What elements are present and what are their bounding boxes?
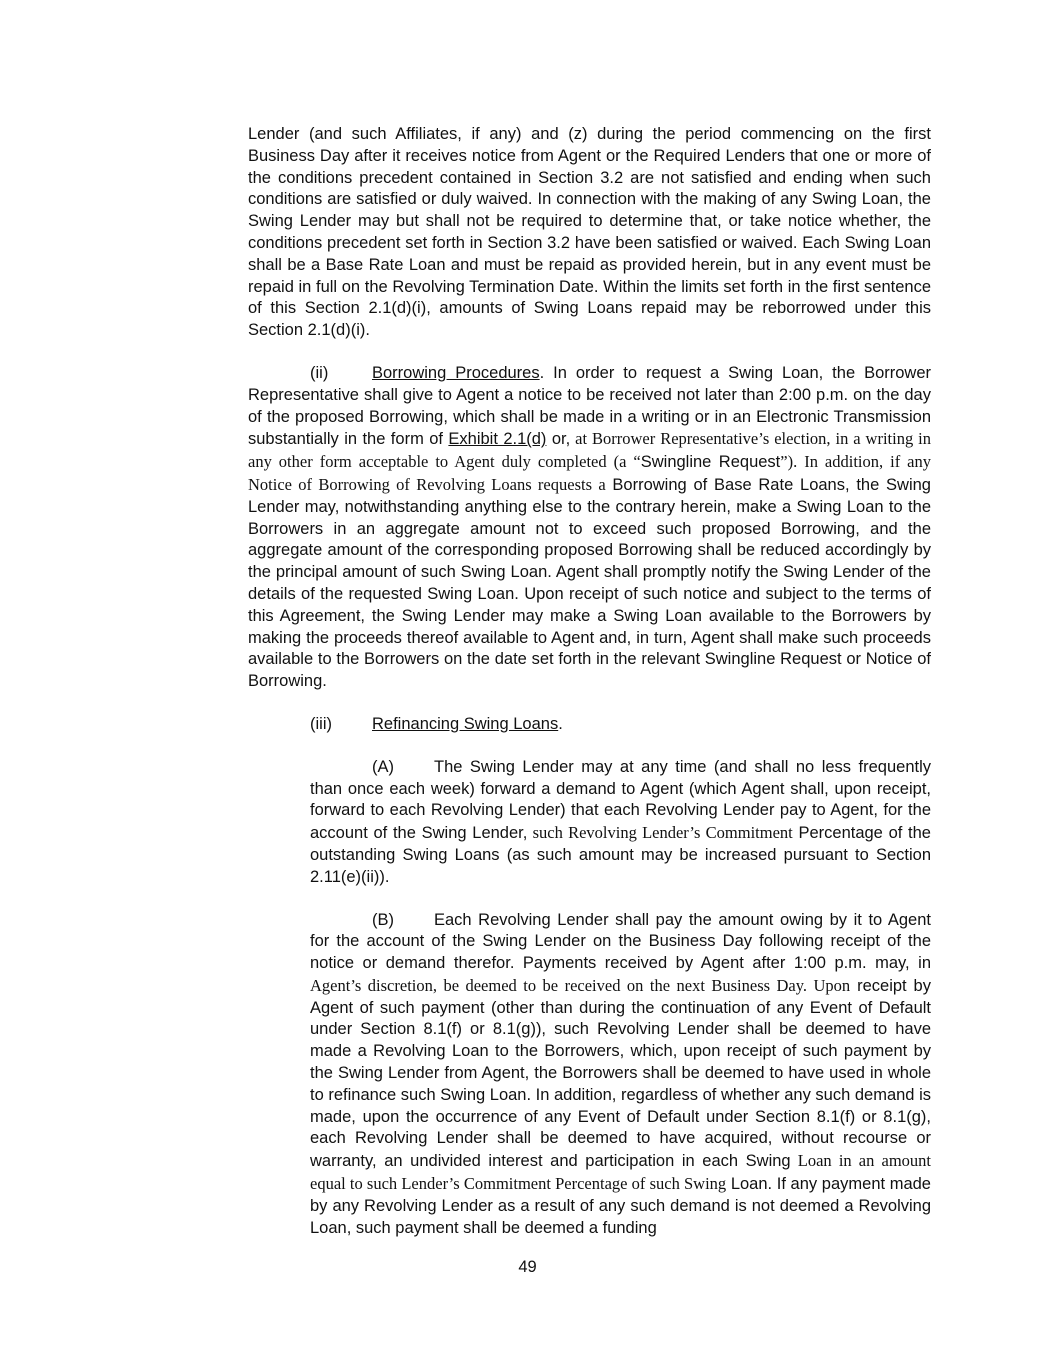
paragraph-continuation: [248, 124, 931, 342]
clause-B-text-b: receipt by Agent of such payment (other than during the continuation of any Event of Default under Section 8.1(f) or 8.1(g)), such Revolving Lender shall be deemed to have made a Revolving Loan to the Borrowers, which, upon receipt of such payment by the Swing Lender from Agent, the Borrowers shall be deemed to have used in whole to refinance such Swing Loan. In addition, regardless of whether any such demand is made, upon the occurrence of any Event of Default under Section 8.1(f) or 8.1(g), each Revolving Lender shall be deemed to have acquired, without recourse or warranty, an undivided interest and participation in each Swing: [310, 976, 931, 1171]
paragraph-continuation-text: Lender (and such Affiliates, if any) and (z) during the period commencing on the first Business Day after it receives notice from Agent or the Required Lenders that one or more of the conditions precedent contained in Section 3.2 are not satisfied and ending when such conditions are satisfied or duly waived. In connection with the making of any Swing Loan, the Swing Lender may but shall not be required to determine that, or take notice whether, the conditions precedent set forth in Section 3.2 have been satisfied or waived. Each Swing Loan shall be a Base Rate Loan and must be repaid as provided herein, but in any event must be repaid in full on the Revolving Termination Date. Within the limits set forth in the first sentence of this Section 2.1(d)(i), amounts of Swing Loans repaid may be reborrowed under this Section 2.1(d)(i).: [248, 125, 931, 340]
clause-B-text-c: Loan. If any payment made by any Revolving Lender as a result of any such demand is not deemed a Revolving Loan, such payment shall be deemed a funding: [310, 1175, 931, 1237]
clause-B-serif-2: Loan in an amount equal to such Lender’s Commitment Percentage of such Swing: [310, 1151, 931, 1194]
clause-B-text-a: Each Revolving Lender shall pay the amount owing by it to Agent for the account of the Swing Lender on the Business Day following receipt of the notice or demand therefor. Payments received by Agent after 1:00 p.m. may, in: [310, 910, 931, 973]
clause-number-ii: (ii): [310, 363, 329, 382]
paragraph-iii-refinancing: [248, 714, 931, 736]
document-body: [248, 124, 931, 1260]
clause-A-text-a: The Swing Lender may at any time (and shall no less frequently than once each week) forward a demand to Agent (which Agent shall, upon receipt, forward to each Revolving Lender) that each Revolving Lender pay to Agent, for the account of the Swing Lender,: [310, 757, 931, 843]
paragraph-ii-borrowing-procedures: [248, 363, 931, 693]
clause-ii-text-c: Swingline Request: [640, 453, 781, 472]
clause-ii-text-b: or,: [546, 430, 571, 449]
clause-heading-borrowing-procedures: Borrowing Procedures: [372, 363, 540, 382]
clause-heading-refinancing-swing-loans: Refinancing Swing Loans: [372, 714, 559, 733]
exhibit-reference: Exhibit 2.1(d): [448, 430, 547, 449]
clause-number-A: (A): [372, 757, 394, 776]
clause-ii-text-d: Borrowing of Base Rate Loans, the Swing Lender may, notwithstanding anything else to the contrary herein, make a Swing Loan to the Borrowers in an aggregate amount not to exceed such proposed Borrowing, and the aggregate amount of the corresponding proposed Borrowing shall be reduced accordingly by the principal amount of such Swing Loan. Agent shall promptly notify the Swing Lender of the details of the requested Swing Loan. Upon receipt of such notice and subject to the terms of this Agreement, the Swing Lender may make a Swing Loan available to the Borrowers by making the proceeds thereof available to Agent and, in turn, Agent shall make such proceeds available to the Borrowers on the date set forth in the relevant Swingline Request or Notice of Borrowing.: [248, 475, 931, 691]
paragraph-A: [310, 757, 931, 889]
paragraph-B: [310, 910, 931, 1240]
clause-ii-serif-1: at Borrower Representative’s election, in a writing in any other form acceptable to Agent duly completed (a “: [248, 429, 931, 472]
clause-B-serif-1: Agent’s discretion, be deemed to be received on the next Business Day. Upon: [310, 975, 851, 995]
clause-number-B: (B): [372, 910, 394, 929]
clause-A-serif-1: such Revolving Lender’s Commitment: [527, 823, 793, 843]
clause-A-text-b: Percentage of the outstanding Swing Loans (as such amount may be increased pursuant to Section 2.11(e)(ii)).: [310, 824, 931, 886]
clause-number-iii: (iii): [310, 714, 332, 733]
clause-ii-serif-2: ”). In addition, if any Notice of Borrowing of Revolving Loans requests a: [248, 452, 931, 494]
clause-ii-text-a: . In order to request a Swing Loan, the Borrower Representative shall give to Agent a notice to be received not later than 2:00 p.m. on the day of the proposed Borrowing, which shall be made in a writing or in an Electronic Transmission substantially in the form of: [248, 363, 931, 449]
clause-iii-period: .: [558, 714, 563, 733]
page-number: 49: [518, 1258, 537, 1276]
